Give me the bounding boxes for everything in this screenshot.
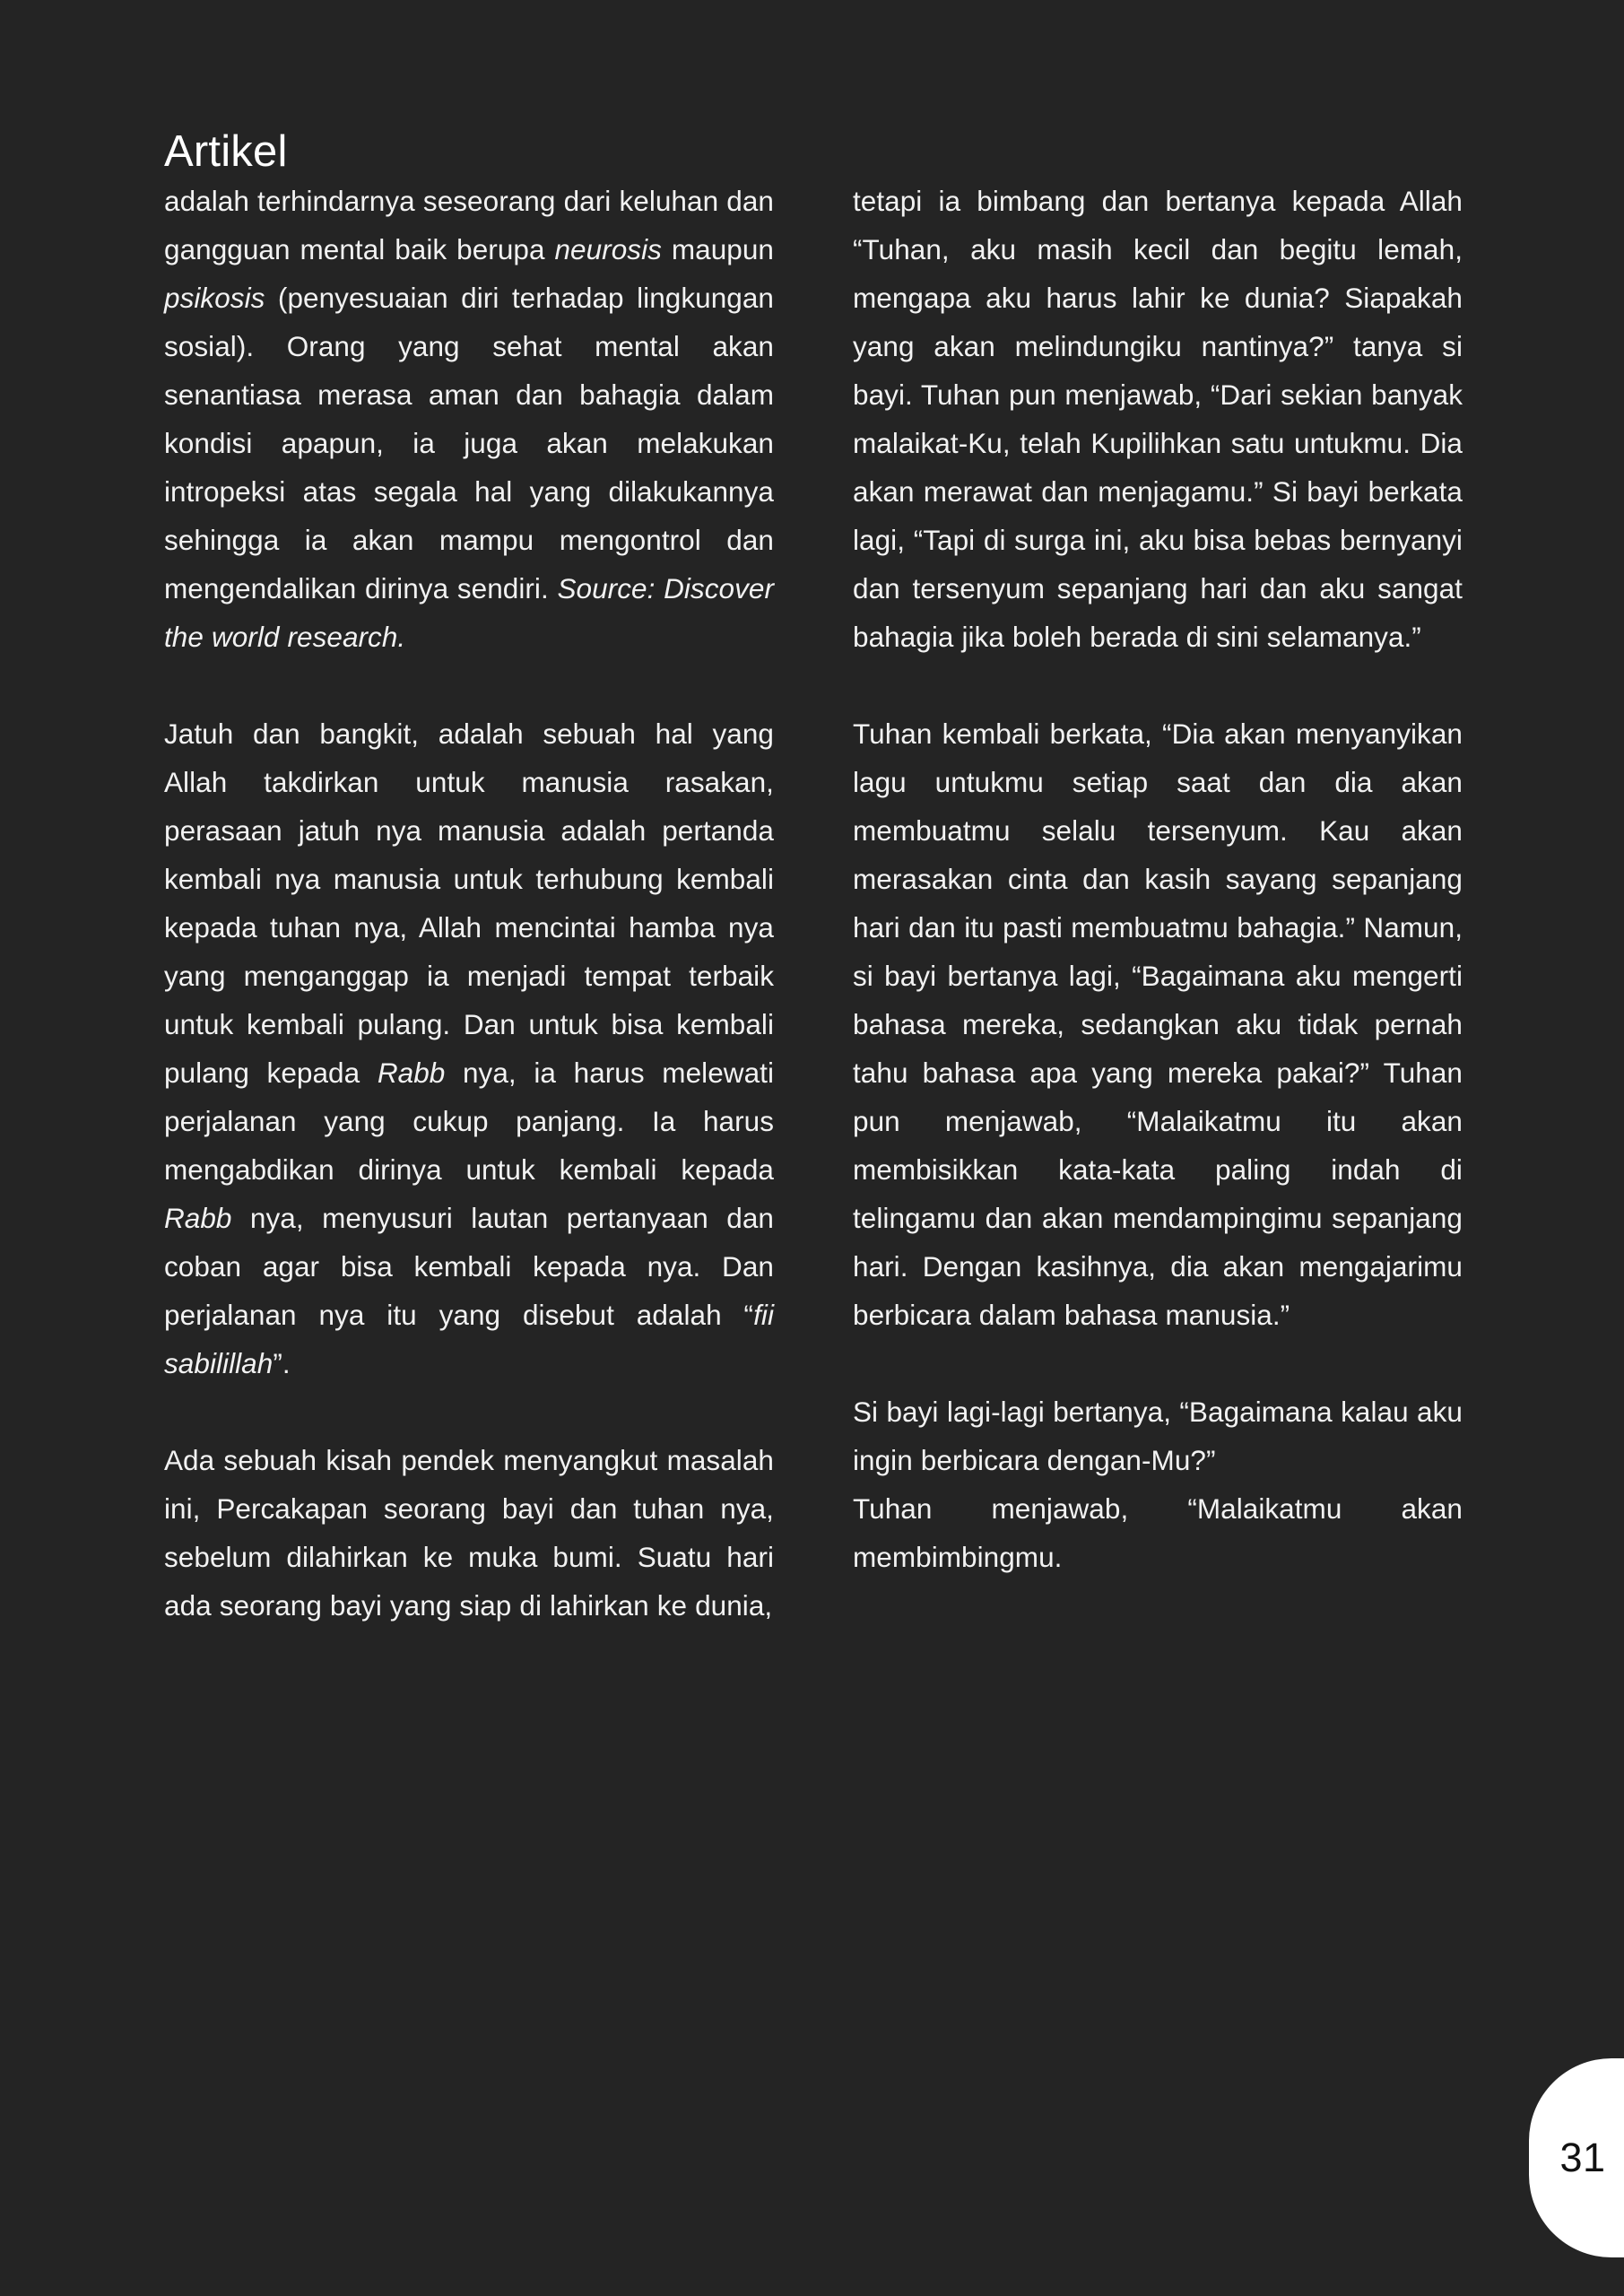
body-text: Tuhan menjawab, “Malaikatmu akan membimbingmu. xyxy=(853,1492,1463,1573)
page-number: 31 xyxy=(1559,2135,1606,2180)
emphasis-text: Rabb xyxy=(164,1202,232,1234)
page-number-badge xyxy=(1529,2058,1624,2257)
page-title: Artikel xyxy=(164,126,288,176)
article-body xyxy=(164,177,1463,1630)
body-text: ”. xyxy=(273,1347,291,1379)
body-text: (penyesuaian diri terhadap lingkungan sosial). Orang yang sehat mental akan senantiasa merasa aman dan bahagia dalam kondisi apapun, ia juga akan melakukan intropeksi atas segala hal yang dilakukannya sehingga ia akan mampu mengontrol dan mengendalikan dirinya sendiri. xyxy=(164,282,774,604)
paragraph xyxy=(164,1436,774,1630)
paragraph xyxy=(853,1484,1463,1581)
emphasis-text: psikosis xyxy=(164,282,265,314)
body-text: Jatuh dan bangkit, adalah sebuah hal yang Allah takdirkan untuk manusia rasakan, perasaan jatuh nya manusia adalah pertanda kembali nya manusia untuk terhubung kembali kepada tuhan nya, Allah mencintai hamba nya yang menganggap ia menjadi tempat terbaik untuk kembali pulang. Dan untuk bisa kembali pulang kepada xyxy=(164,718,774,1089)
body-text: Tuhan kembali berkata, “Dia akan menyanyikan lagu untukmu setiap saat dan dia akan membuatmu selalu tersenyum. Kau akan merasakan cinta dan kasih sayang sepanjang hari dan itu pasti membuatmu bahagia.” Namun, si bayi bertanya lagi, “Bagaimana aku mengerti bahasa mereka, sedangkan aku tidak pernah tahu bahasa apa yang mereka pakai?” Tuhan pun menjawab, “Malaikatmu itu akan membisikkan kata-kata paling indah di telingamu dan akan mendampingimu sepanjang hari. Dengan kasihnya, dia akan mengajarimu berbicara dalam bahasa manusia.” xyxy=(853,718,1463,1331)
body-text: Si bayi lagi-lagi bertanya, “Bagaimana kalau aku ingin berbicara dengan-Mu?” xyxy=(853,1396,1463,1476)
paragraph xyxy=(164,177,774,661)
body-text: Ada sebuah kisah pendek menyangkut masalah ini, Percakapan seorang bayi dan tuhan nya, sebelum dilahirkan ke muka bumi. Suatu hari ada seorang bayi yang siap di lahirkan ke dunia, xyxy=(164,1444,774,1622)
left-column xyxy=(164,177,774,1630)
body-text: tetapi ia bimbang dan bertanya kepada Allah “Tuhan, aku masih kecil dan begitu lemah, mengapa aku harus lahir ke dunia? Siapakah yang akan melindungiku nantinya?” tanya si bayi. Tuhan pun menjawab, “Dari sekian banyak malaikat-Ku, telah Kupilihkan satu untukmu. Dia akan merawat dan menjagamu.” Si bayi berkata lagi, “Tapi di surga ini, aku bisa bebas bernyanyi dan tersenyum sepanjang hari dan aku sangat bahagia jika boleh berada di sini selamanya.” xyxy=(853,185,1463,653)
emphasis-text: Rabb xyxy=(377,1057,446,1089)
right-column xyxy=(853,177,1463,1630)
body-text: maupun xyxy=(661,233,774,265)
body-text: nya, ia harus melewati perjalanan yang cukup panjang. Ia harus mengabdikan dirinya untuk kembali kepada xyxy=(164,1057,774,1186)
emphasis-text: Source: Discover the world research. xyxy=(164,572,774,653)
paragraph xyxy=(853,1387,1463,1484)
body-text: adalah terhindarnya seseorang dari keluhan dan gangguan mental baik berupa xyxy=(164,185,774,265)
emphasis-text: neurosis xyxy=(554,233,662,265)
paragraph xyxy=(853,709,1463,1339)
paragraph xyxy=(164,709,774,1387)
paragraph xyxy=(853,177,1463,661)
emphasis-text: fii sabilillah xyxy=(164,1299,774,1379)
body-text: nya, menyusuri lautan pertanyaan dan coban agar bisa kembali kepada nya. Dan perjalanan nya itu yang disebut adalah “ xyxy=(164,1202,774,1331)
